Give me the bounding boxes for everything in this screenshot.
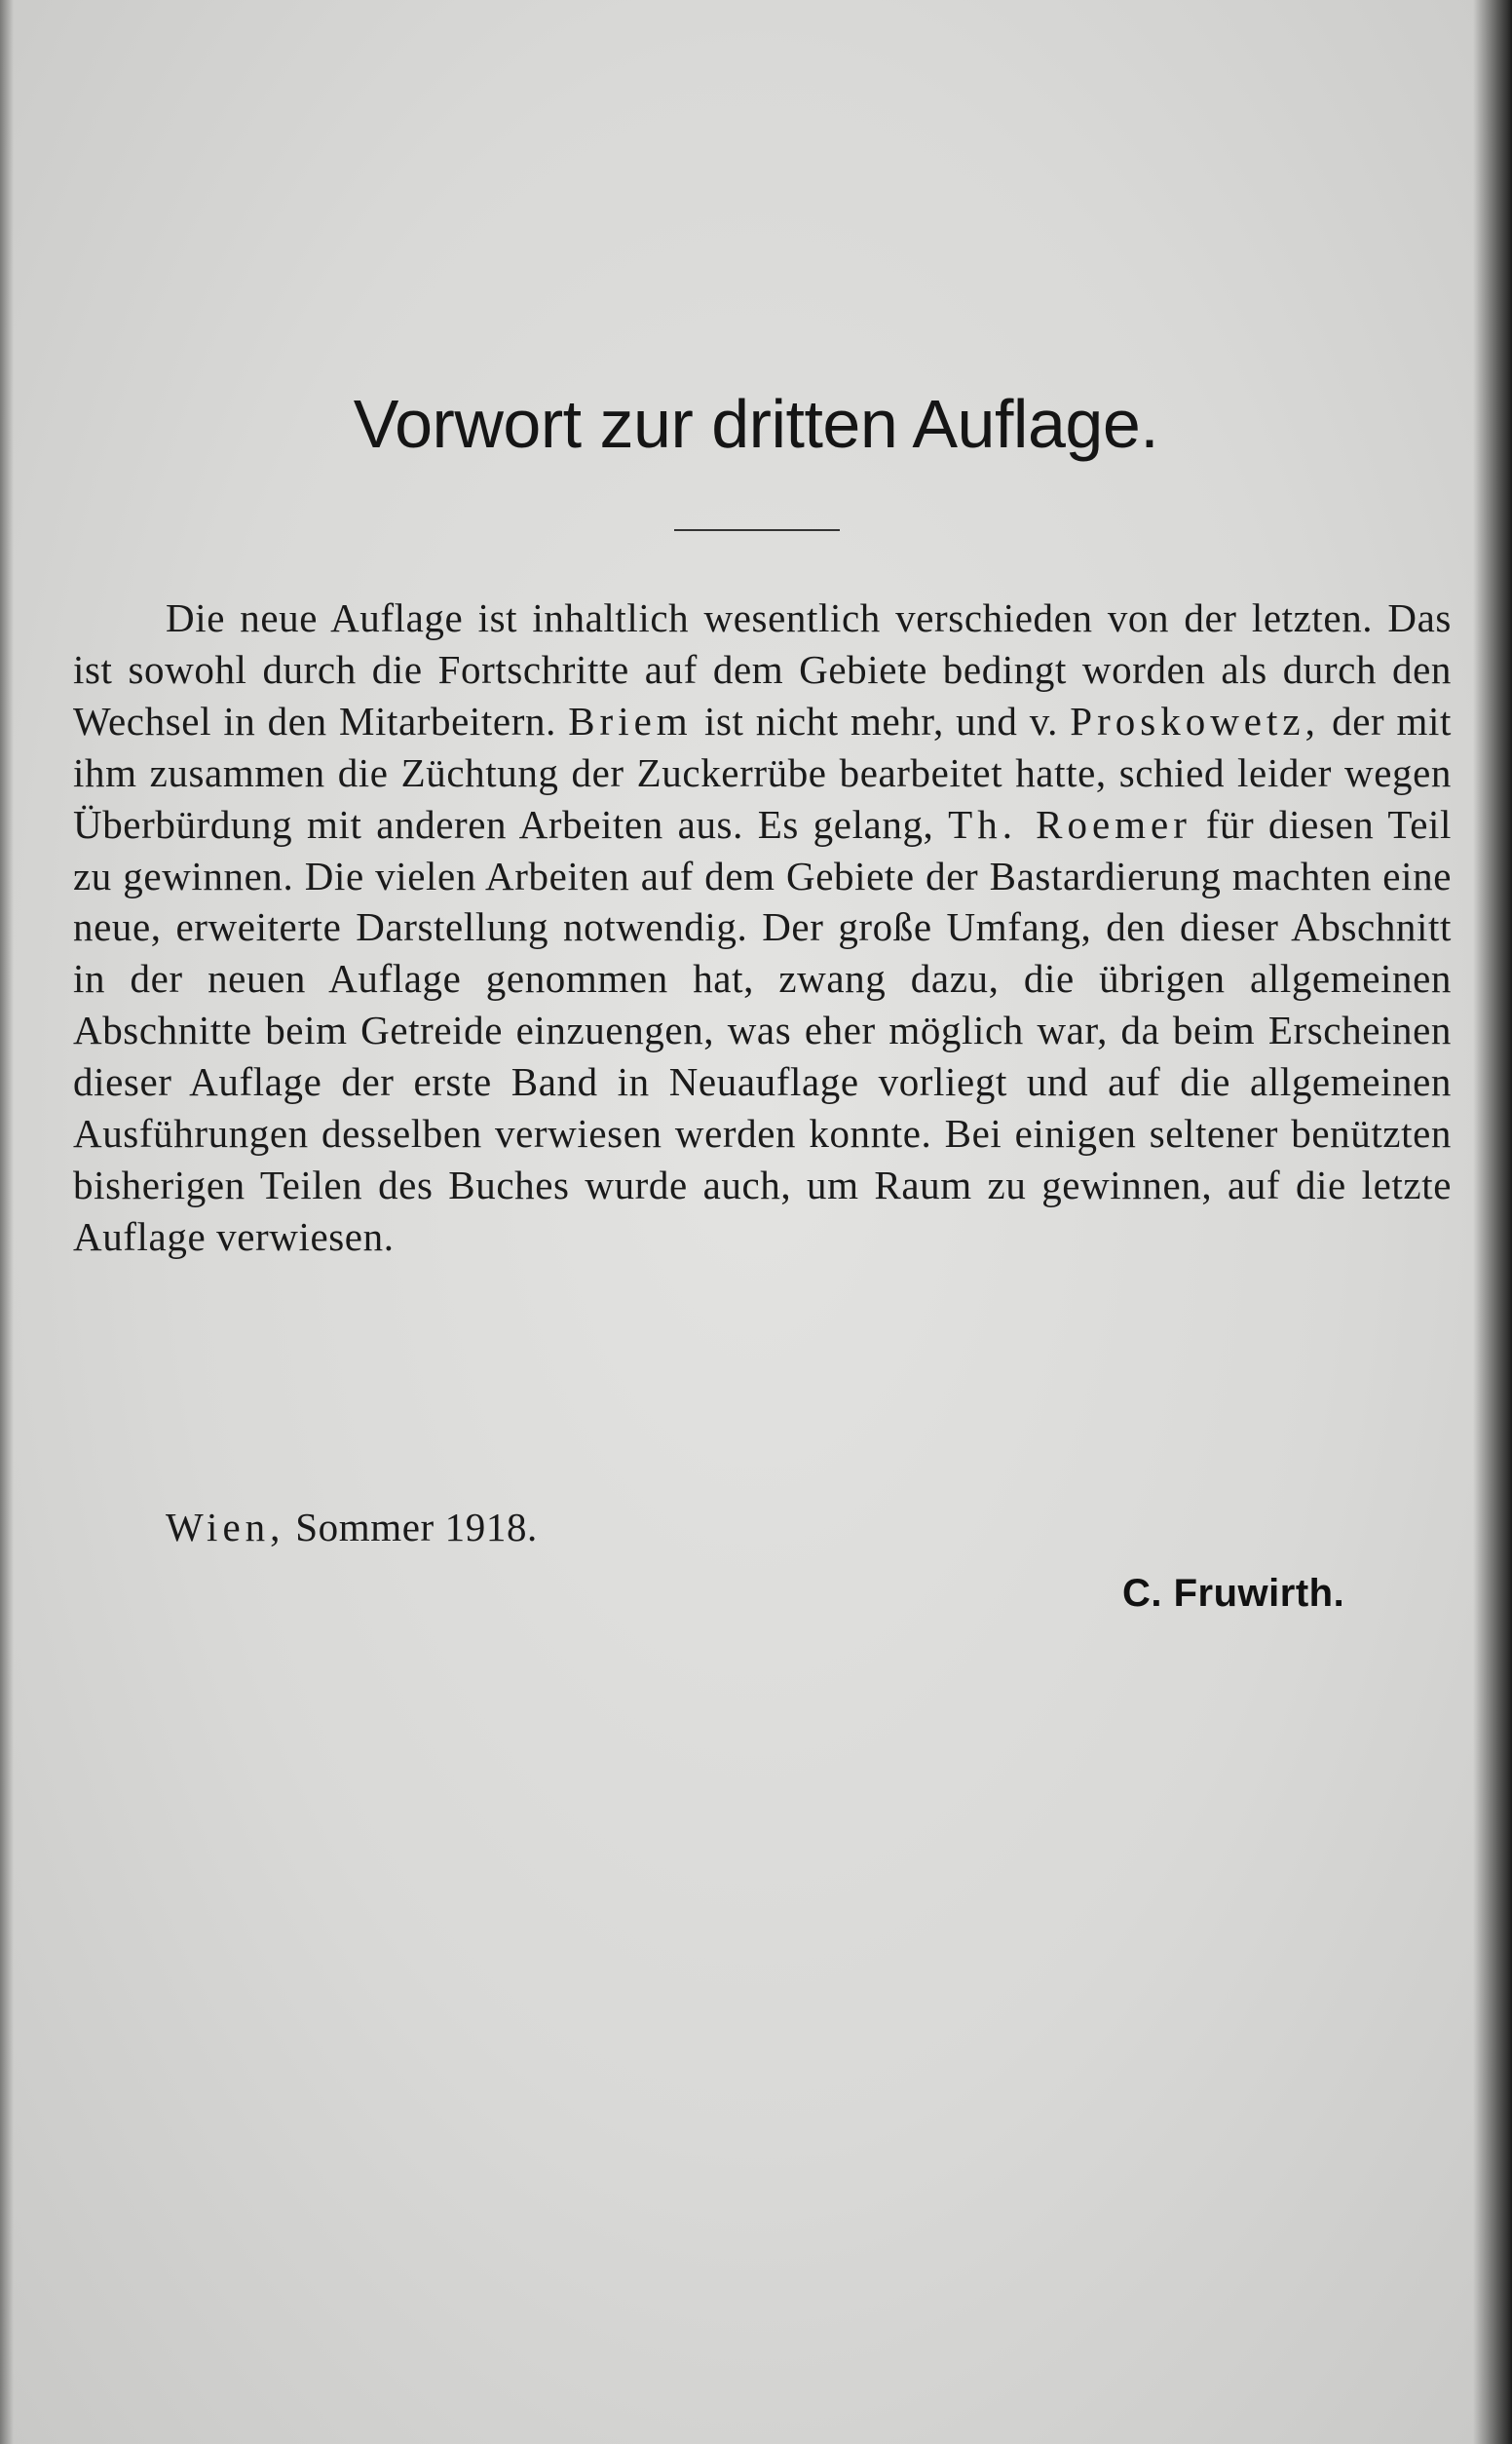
preface-paragraph	[73, 592, 1452, 1263]
page-shadow-left	[0, 0, 14, 2444]
preface-text-3: der mit ihm zusammen die Züchtung der Zuckerrübe bearbeitet hatte, schied leider wegen Überbürdung mit anderen Arbeiten aus. Es gelang,	[73, 698, 1453, 847]
page-shadow-right	[1473, 0, 1512, 2444]
person-name-roemer: Th. Roemer	[948, 801, 1191, 847]
preface-text-4: für diesen Teil zu gewinnen. Die vielen Arbeiten auf dem Gebiete der Bastardierung machten eine neue, erweiterte Darstellung notwendig. Der große Umfang, den dieser Abschnitt in der neuen Auflage genommen hat, zwang dazu, die übrigen allgemeinen Abschnitte beim Getreide einzuengen, was eher möglich war, da beim Erscheinen dieser Auflage der erste Band in Neuauflage vorliegt und auf die allgemeinen Ausführungen desselben verwiesen werden konnte. Bei einigen seltener benützten bisherigen Teilen des Buches wurde auch, um Raum zu gewinnen, auf die letzte Auflage verwiesen.	[73, 801, 1452, 1259]
author-signature: C. Fruwirth.	[1122, 1572, 1345, 1615]
preface-text-1: Die neue Auflage ist inhaltlich wesentlich verschieden von der letzten. Das ist sowohl durch die Fortschritte auf dem Gebiete bedingt worden als durch den Wechsel in den Mitarbeitern.	[73, 595, 1452, 744]
preface-text-2: ist nicht mehr, und v.	[703, 698, 1058, 744]
person-name-briem: Briem	[568, 698, 693, 744]
title-divider	[674, 529, 840, 531]
page-title: Vorwort zur dritten Auflage.	[353, 386, 1159, 462]
dateline	[166, 1504, 538, 1550]
person-name-proskowetz: Proskowetz,	[1070, 698, 1320, 744]
dateline-date: Sommer 1918.	[295, 1505, 538, 1549]
dateline-place: Wien,	[166, 1505, 285, 1549]
